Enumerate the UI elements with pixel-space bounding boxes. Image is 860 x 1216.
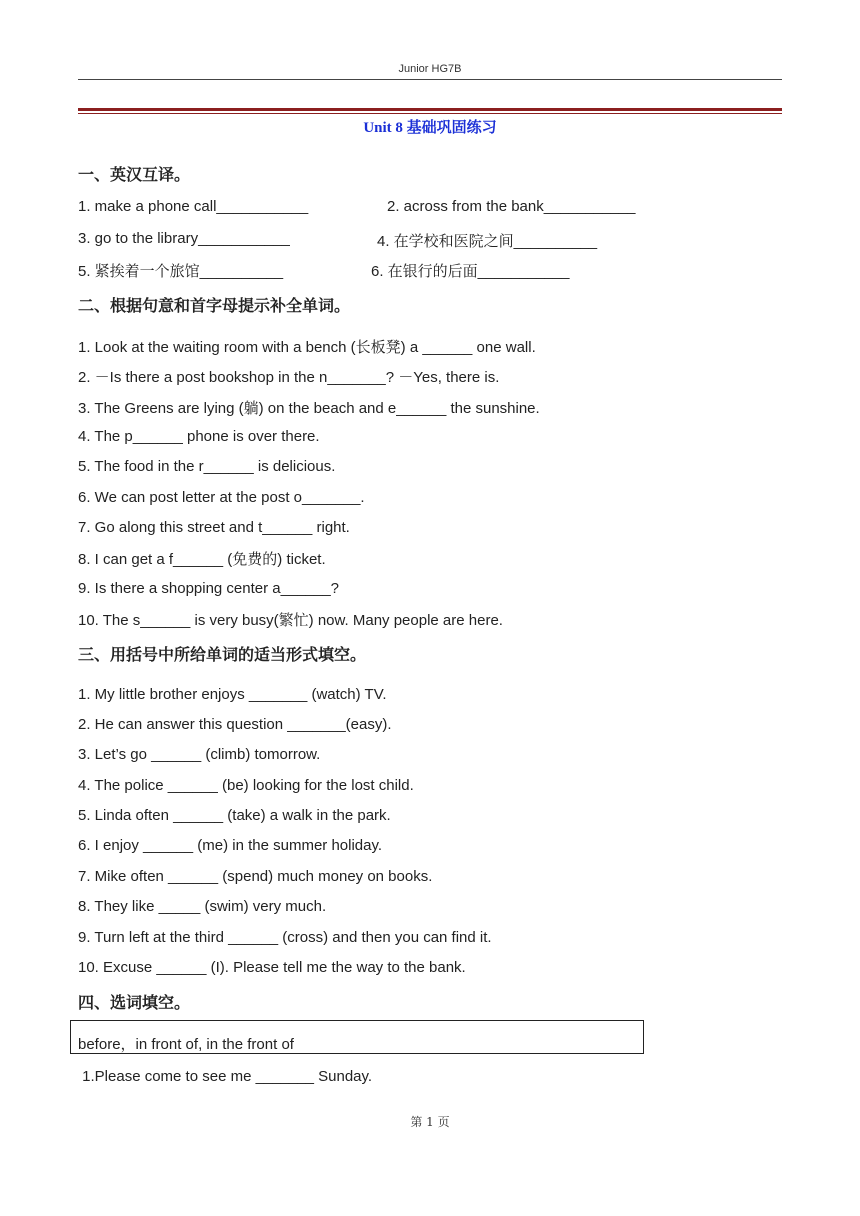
exercise-item: 4. The police ______ (be) looking for the lost child. bbox=[78, 777, 414, 794]
exercise-item: 3. go to the library___________ bbox=[78, 230, 290, 247]
exercise-item: 4. 在学校和医院之间__________ bbox=[377, 233, 598, 250]
title-rule-thick bbox=[78, 108, 782, 111]
section-heading-4: 四、选词填空。 bbox=[78, 993, 191, 1012]
exercise-item: 6. I enjoy ______ (me) in the summer holiday. bbox=[78, 837, 383, 854]
exercise-item: 1. make a phone call___________ bbox=[78, 198, 309, 215]
exercise-item: 1.Please come to see me _______ Sunday. bbox=[78, 1068, 373, 1085]
page-header: Junior HG7B bbox=[398, 63, 462, 75]
exercise-item: 8. They like _____ (swim) very much. bbox=[78, 898, 327, 915]
exercise-item: 5. 紧挨着一个旅馆__________ bbox=[78, 263, 284, 280]
section-heading-2: 二、根据句意和首字母提示补全单词。 bbox=[78, 296, 351, 315]
section-heading-3: 三、用括号中所给单词的适当形式填空。 bbox=[78, 645, 367, 664]
exercise-item: 8. I can get a f______ (免费的) ticket. bbox=[78, 551, 326, 568]
worksheet-title: Unit 8 基础巩固练习 bbox=[363, 120, 497, 136]
exercise-item: 6. 在银行的后面___________ bbox=[371, 263, 570, 280]
exercise-item: 1. Look at the waiting room with a bench (长板凳) a ______ one wall. bbox=[78, 339, 536, 356]
exercise-item: 2. －Is there a post bookshop in the n_______? －Yes, there is. bbox=[78, 369, 500, 386]
exercise-item: 7. Mike often ______ (spend) much money on books. bbox=[78, 868, 433, 885]
section-heading-1: 一、英汉互译。 bbox=[78, 165, 191, 184]
exercise-item: 10. The s______ is very busy(繁忙) now. Many people are here. bbox=[78, 612, 503, 629]
exercise-item: 3. The Greens are lying (躺) on the beach and e______ the sunshine. bbox=[78, 400, 540, 417]
exercise-item: 6. We can post letter at the post o_______. bbox=[78, 489, 365, 506]
exercise-item: 10. Excuse ______ (I). Please tell me the way to the bank. bbox=[78, 959, 466, 976]
exercise-item: 9. Turn left at the third ______ (cross) and then you can find it. bbox=[78, 929, 492, 946]
word-bank-text: before，in front of, in the front of bbox=[78, 1036, 294, 1053]
exercise-item: 2. He can answer this question _______(easy). bbox=[78, 716, 392, 733]
exercise-item: 5. The food in the r______ is delicious. bbox=[78, 458, 336, 475]
exercise-item: 5. Linda often ______ (take) a walk in the park. bbox=[78, 807, 391, 824]
page-number: 第 1 页 bbox=[410, 1115, 450, 1129]
exercise-item: 3. Let’s go ______ (climb) tomorrow. bbox=[78, 746, 321, 763]
exercise-item: 4. The p______ phone is over there. bbox=[78, 428, 320, 445]
header-rule bbox=[78, 79, 782, 80]
exercise-item: 7. Go along this street and t______ right. bbox=[78, 519, 350, 536]
exercise-item: 1. My little brother enjoys _______ (watch) TV. bbox=[78, 686, 387, 703]
exercise-item: 9. Is there a shopping center a______? bbox=[78, 580, 340, 597]
exercise-item: 2. across from the bank___________ bbox=[387, 198, 636, 215]
title-rule-thin bbox=[78, 113, 782, 114]
